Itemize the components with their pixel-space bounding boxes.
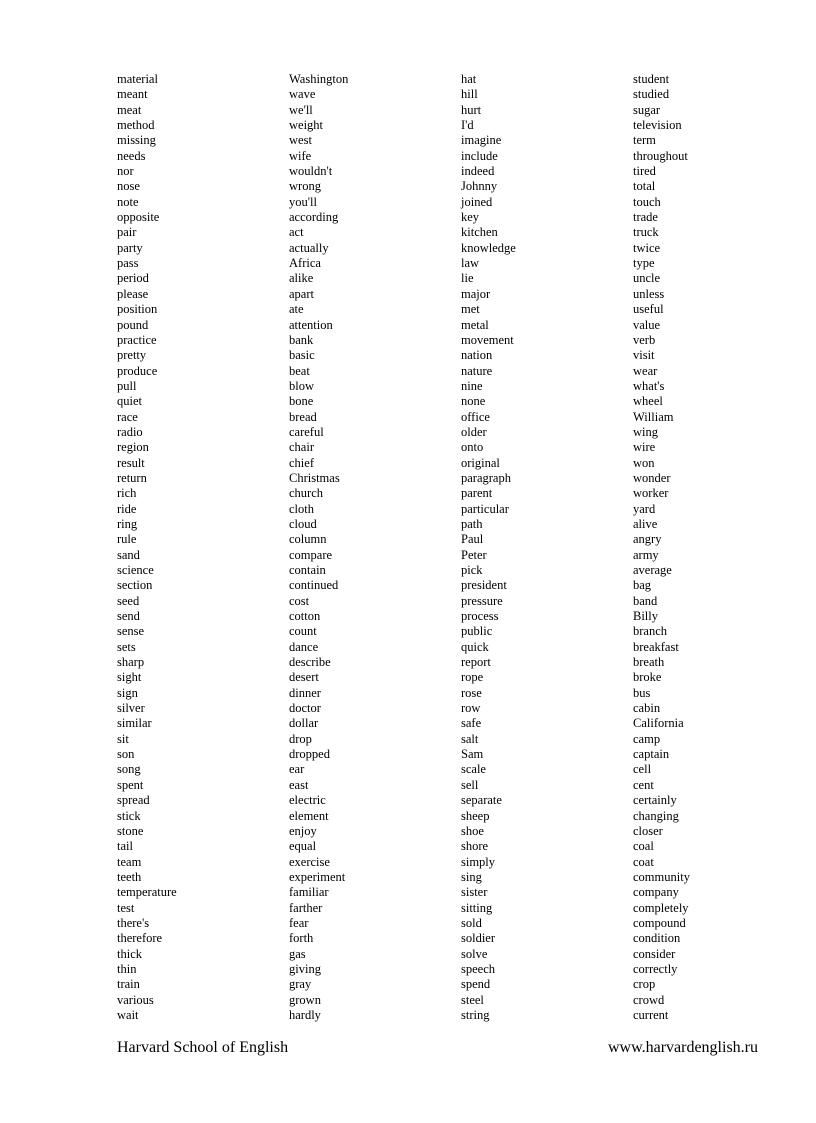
word-item: bone — [289, 394, 314, 409]
word-item: sugar — [633, 102, 661, 117]
word-item: sharp — [117, 655, 145, 670]
word-item: dollar — [289, 716, 319, 731]
word-item: teeth — [117, 869, 142, 884]
word-item: won — [633, 455, 655, 470]
word-item: changing — [633, 808, 679, 823]
word-item: joined — [461, 194, 493, 209]
word-item: lie — [461, 271, 474, 286]
word-item: coat — [633, 854, 654, 869]
word-item: spent — [117, 777, 144, 792]
word-item: team — [117, 854, 142, 869]
word-item: meant — [117, 87, 148, 102]
word-item: science — [117, 563, 154, 577]
word-item: met — [461, 302, 480, 317]
word-item: string — [461, 1007, 490, 1022]
footer-website: www.harvardenglish.ru — [607, 1039, 758, 1056]
word-item: east — [289, 777, 309, 792]
word-item: band — [633, 593, 658, 608]
word-item: nose — [117, 179, 140, 194]
word-item: weight — [289, 118, 324, 133]
word-item: silver — [117, 701, 145, 716]
word-item: sand — [117, 547, 140, 562]
word-item: I'd — [461, 118, 474, 133]
word-item: method — [117, 118, 155, 133]
word-item: Billy — [633, 609, 659, 624]
word-item: send — [117, 609, 140, 624]
word-item: parent — [461, 486, 493, 501]
word-item: period — [117, 271, 149, 286]
word-item: chief — [289, 455, 314, 470]
word-item: completely — [633, 900, 689, 915]
word-item: chair — [289, 440, 314, 455]
word-item: compare — [289, 547, 333, 562]
word-item: produce — [117, 363, 158, 378]
word-item: value — [633, 317, 661, 332]
word-item: radio — [117, 424, 143, 439]
word-item: you'll — [289, 194, 317, 209]
word-item: various — [117, 992, 154, 1007]
word-item: enjoy — [289, 823, 317, 838]
word-item: process — [461, 609, 499, 624]
word-item: television — [633, 118, 682, 133]
word-item: broke — [633, 670, 662, 685]
word-item: wheel — [633, 394, 663, 409]
word-item: yard — [633, 501, 656, 516]
word-item: party — [117, 240, 143, 255]
word-item: return — [117, 470, 147, 485]
word-item: pair — [117, 225, 137, 240]
word-item: Sam — [461, 747, 484, 762]
word-item: temperature — [117, 885, 177, 900]
word-item: nine — [461, 378, 483, 393]
word-item: dinner — [289, 685, 321, 700]
word-item: ate — [289, 302, 304, 317]
word-item: count — [289, 624, 317, 639]
word-item: race — [117, 409, 138, 424]
word-item: describe — [289, 655, 331, 670]
word-item: ride — [117, 501, 137, 516]
word-item: salt — [461, 731, 479, 746]
word-item: region — [117, 440, 149, 455]
word-item: beat — [289, 363, 310, 378]
word-item: shoe — [461, 823, 484, 838]
word-column-1 — [117, 72, 177, 1023]
word-item: Christmas — [289, 470, 340, 485]
word-item: studied — [633, 87, 670, 102]
word-item: material — [117, 72, 158, 86]
word-item: tired — [633, 164, 656, 179]
word-item: what's — [633, 378, 665, 393]
word-item: breath — [633, 655, 665, 670]
word-item: there's — [117, 915, 150, 930]
word-item: breakfast — [633, 639, 679, 654]
word-item: report — [461, 655, 491, 670]
word-item: speech — [461, 961, 496, 976]
word-item: sense — [117, 624, 145, 639]
word-item: uncle — [633, 271, 661, 286]
word-item: Paul — [461, 532, 484, 547]
word-item: bus — [633, 685, 651, 700]
word-item: visit — [633, 348, 655, 363]
word-item: cloth — [289, 501, 314, 516]
word-item: wait — [117, 1007, 139, 1022]
word-item: correctly — [633, 961, 678, 976]
word-item: exercise — [289, 854, 330, 869]
word-item: forth — [289, 931, 314, 946]
footer-school-name: Harvard School of English — [117, 1039, 289, 1056]
word-item: grown — [289, 992, 321, 1007]
word-item: cent — [633, 777, 654, 792]
word-item: total — [633, 179, 656, 194]
word-item: result — [117, 455, 145, 470]
word-item: needs — [117, 148, 146, 163]
word-item: indeed — [461, 164, 495, 179]
word-item: term — [633, 133, 656, 148]
word-item: Peter — [461, 547, 487, 562]
word-item: wear — [633, 363, 658, 378]
word-item: quick — [461, 639, 489, 654]
word-column-2 — [289, 72, 348, 1023]
word-item: cabin — [633, 701, 661, 716]
word-item: thick — [117, 946, 142, 961]
word-item: paragraph — [461, 470, 511, 485]
word-item: hurt — [461, 102, 482, 117]
word-item: careful — [289, 424, 324, 439]
word-item: verb — [633, 332, 656, 347]
word-item: we'll — [289, 102, 313, 117]
word-item: alike — [289, 271, 314, 286]
word-item: captain — [633, 747, 670, 762]
word-item: wonder — [633, 470, 671, 485]
word-item: note — [117, 194, 139, 209]
word-column-3 — [461, 72, 516, 1023]
word-item: imagine — [461, 133, 502, 148]
word-item: student — [633, 72, 670, 86]
word-item: twice — [633, 240, 661, 255]
word-item: gas — [289, 946, 306, 961]
word-item: song — [117, 762, 141, 777]
word-item: consider — [633, 946, 676, 961]
word-item: attention — [289, 317, 333, 332]
word-item: steel — [461, 992, 484, 1007]
word-item: electric — [289, 793, 326, 808]
word-item: meat — [117, 102, 142, 117]
word-item: throughout — [633, 148, 688, 163]
word-item: spread — [117, 793, 150, 808]
word-item: west — [289, 133, 312, 148]
word-item: quiet — [117, 394, 142, 409]
word-item: scale — [461, 762, 486, 777]
word-item: act — [289, 225, 304, 240]
word-item: wouldn't — [289, 164, 333, 179]
word-item: rose — [461, 685, 482, 700]
word-item: rope — [461, 670, 484, 685]
word-item: rule — [117, 532, 137, 547]
word-item: bag — [633, 578, 652, 593]
word-item: original — [461, 455, 500, 470]
word-item: William — [633, 409, 674, 424]
word-item: cell — [633, 762, 652, 777]
word-item: movement — [461, 332, 514, 347]
word-item: rich — [117, 486, 137, 501]
word-item: wave — [289, 87, 316, 102]
word-item: wing — [633, 424, 658, 439]
word-item: truck — [633, 225, 659, 240]
word-item: nature — [461, 363, 493, 378]
word-item: cotton — [289, 609, 321, 624]
word-item: crowd — [633, 992, 665, 1007]
word-item: public — [461, 624, 493, 639]
word-item: hill — [461, 87, 478, 102]
word-item: metal — [461, 317, 489, 332]
word-item: farther — [289, 900, 323, 915]
word-item: column — [289, 532, 327, 547]
word-item: familiar — [289, 885, 329, 900]
word-item: separate — [461, 793, 502, 808]
word-item: equal — [289, 839, 317, 854]
word-item: continued — [289, 578, 339, 593]
word-item: community — [633, 869, 690, 884]
word-item: worker — [633, 486, 669, 501]
word-item: nation — [461, 348, 493, 363]
word-item: opposite — [117, 210, 160, 225]
word-item: sight — [117, 670, 142, 685]
word-item: pressure — [461, 593, 503, 608]
word-item: president — [461, 578, 507, 593]
word-item: tail — [117, 839, 133, 854]
word-item: army — [633, 547, 659, 562]
word-item: position — [117, 302, 158, 317]
word-item: sell — [461, 777, 479, 792]
word-item: dance — [289, 639, 319, 654]
word-item: current — [633, 1007, 669, 1022]
word-item: cost — [289, 593, 310, 608]
word-item: missing — [117, 133, 156, 148]
word-item: thin — [117, 961, 137, 976]
word-item: average — [633, 563, 672, 577]
word-item: sister — [461, 885, 488, 900]
word-item: ear — [289, 762, 305, 777]
word-item: church — [289, 486, 324, 501]
word-item: hat — [461, 72, 477, 86]
word-item: knowledge — [461, 240, 516, 255]
word-item: nor — [117, 164, 134, 179]
word-item: pound — [117, 317, 149, 332]
word-item: condition — [633, 931, 681, 946]
word-item: trade — [633, 210, 658, 225]
word-column-4 — [633, 72, 690, 1023]
word-item: soldier — [461, 931, 496, 946]
word-item: useful — [633, 302, 664, 317]
word-item: sign — [117, 685, 138, 700]
word-item: wrong — [289, 179, 321, 194]
word-item: Washington — [289, 72, 349, 86]
word-item: key — [461, 210, 480, 225]
word-item: camp — [633, 731, 661, 746]
word-item: particular — [461, 501, 509, 516]
word-item: onto — [461, 440, 484, 455]
word-item: type — [633, 256, 655, 271]
word-item: alive — [633, 516, 658, 531]
word-item: hardly — [289, 1007, 321, 1022]
word-item: section — [117, 578, 153, 593]
word-item: office — [461, 409, 490, 424]
word-item: touch — [633, 194, 661, 209]
word-item: sold — [461, 915, 482, 930]
word-item: shore — [461, 839, 489, 854]
word-item: pass — [117, 256, 139, 271]
word-item: certainly — [633, 793, 677, 808]
word-item: stone — [117, 823, 144, 838]
word-item: seed — [117, 593, 140, 608]
word-item: pick — [461, 563, 483, 577]
word-item: safe — [461, 716, 482, 731]
word-item: wire — [633, 440, 656, 455]
word-item: train — [117, 977, 140, 992]
word-item: Africa — [289, 256, 321, 271]
word-item: actually — [289, 240, 329, 255]
word-item: crop — [633, 977, 656, 992]
word-item: basic — [289, 348, 315, 363]
word-item: therefore — [117, 931, 163, 946]
word-item: company — [633, 885, 679, 900]
word-item: spend — [461, 977, 491, 992]
word-item: solve — [461, 946, 488, 961]
word-item: bank — [289, 332, 314, 347]
word-item: sitting — [461, 900, 493, 915]
word-item: coal — [633, 839, 654, 854]
word-item: stick — [117, 808, 141, 823]
word-item: blow — [289, 378, 314, 393]
word-item: drop — [289, 731, 312, 746]
word-item: compound — [633, 915, 686, 930]
word-item: contain — [289, 563, 326, 577]
word-item: practice — [117, 332, 157, 347]
word-item: similar — [117, 716, 152, 731]
word-item: dropped — [289, 747, 330, 762]
word-item: gray — [289, 977, 312, 992]
word-item: Johnny — [461, 179, 498, 194]
word-item: California — [633, 716, 684, 731]
word-item: cloud — [289, 516, 317, 531]
word-item: older — [461, 424, 487, 439]
word-item: none — [461, 394, 486, 409]
word-item: fear — [289, 915, 309, 930]
word-item: pull — [117, 378, 137, 393]
word-item: desert — [289, 670, 319, 685]
word-item: bread — [289, 409, 317, 424]
word-item: law — [461, 256, 480, 271]
word-item: include — [461, 148, 498, 163]
word-item: sheep — [461, 808, 490, 823]
word-item: element — [289, 808, 329, 823]
word-item: wife — [289, 148, 312, 163]
word-item: test — [117, 900, 135, 915]
word-item: path — [461, 516, 483, 531]
word-item: according — [289, 210, 339, 225]
word-item: major — [461, 286, 491, 301]
word-item: sit — [117, 731, 129, 746]
word-item: doctor — [289, 701, 321, 716]
word-item: pretty — [117, 348, 147, 363]
word-item: please — [117, 286, 149, 301]
word-item: simply — [461, 854, 496, 869]
word-item: kitchen — [461, 225, 498, 240]
word-item: closer — [633, 823, 663, 838]
word-item: ring — [117, 516, 138, 531]
word-item: row — [461, 701, 481, 716]
word-item: son — [117, 747, 135, 762]
word-item: experiment — [289, 869, 346, 884]
word-columns — [0, 72, 816, 1032]
word-item: branch — [633, 624, 668, 639]
word-item: giving — [289, 961, 321, 976]
word-item: sets — [117, 639, 136, 654]
word-item: sing — [461, 869, 482, 884]
word-item: unless — [633, 286, 665, 301]
word-item: apart — [289, 286, 314, 301]
word-item: angry — [633, 532, 662, 547]
